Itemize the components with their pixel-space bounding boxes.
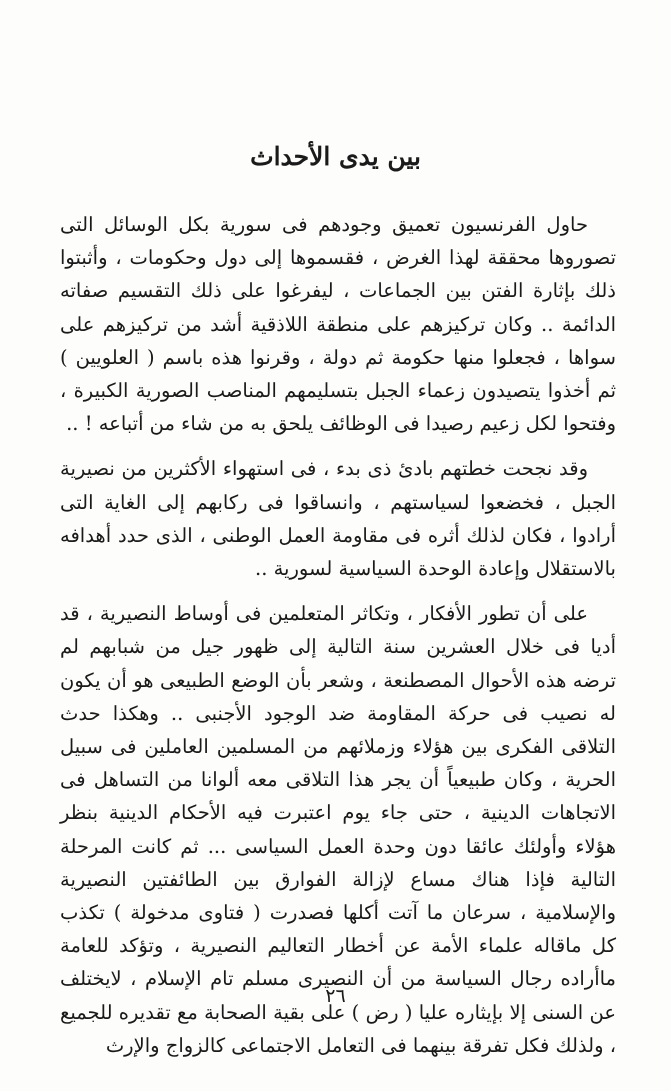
body-text — [60, 208, 616, 1062]
paragraph: حاول الفرنسيون تعميق وجودهم فى سورية بكل الوسائل التى تصوروها محققة لهذا الغرض ، فقسموها إلى دول وحكومات ، وأثبتوا ذلك بإثارة الفتن بين الجماعات ، ليفرغوا على ذلك التقسيم صفاته الدائمة .. وكان تركيزهم على منطقة اللاذقية أشد من تركيزهم على سواها ، فجعلوا منها حكومة ثم دولة ، وقرنوا هذه باسم ( العلويين ) ثم أخذوا يتصيدون زعماء الجبل بتسليمهم المناصب الصورية الكبيرة ، وفتحوا لكل زعيم رصيدا فى الوظائف يلحق به من شاء من أتباعه ! .. — [60, 213, 616, 436]
paragraph: على أن تطور الأفكار ، وتكاثر المتعلمين فى أوساط النصيرية ، قد أديا فى خلال العشرين سنة التالية إلى ظهور جيل من شبابهم لم ترضه هذه الأحوال المصطنعة ، وشعر بأن الوضع الطبيعى هو أن يكون له نصيب فى حركة المقاومة ضد الوجود الأجنبى .. وهكذا حدث التلاقى الفكرى بين هؤلاء وزملائهم من المسلمين العاملين فى سبيل الحرية ، وكان طبيعياً أن يجر هذا التلاقى معه ألوانا من التساهل فى الاتجاهات الدينية ، حتى جاء يوم اعتبرت فيه الأحكام الدينية بنظر هؤلاء وأولئك عائقا دون وحدة العمل السياسى ... ثم كانت المرحلة التالية فإذا هناك مساع لإزالة الفوارق بين الطائفتين النصيرية والإسلامية ، سرعان ما آتت أكلها فصدرت ( فتاوى مدخولة ) تكذب كل ماقاله علماء الأمة عن أخطار التعاليم النصيرية ، وتؤكد للعامة ماأراده رجال السياسة من أن النصيرى مسلم تام الإسلام ، لايختلف عن السنى إلا بإيثاره عليا ( رض ) على بقية الصحابة مع تقديره للجميع ، ولذلك فكل تفرقة بينهما فى التعامل الاجتماعى كالزواج والإرث — [60, 602, 616, 1057]
chapter-title: بين يدى الأحداث — [250, 141, 421, 171]
paragraph: وقد نجحت خطتهم بادئ ذى بدء ، فى استهواء الأكثرين من نصيرية الجبل ، فخضعوا لسياستهم ، وانساقوا فى ركابهم إلى الغاية التى أرادوا ، فكان لذلك أثره فى مقاومة العمل الوطنى ، الذى حدد أهدافه بالاستقلال وإعادة الوحدة السياسية لسورية .. — [60, 457, 616, 581]
bleed-through-mark — [300, 62, 330, 68]
page-number: ٢٦ — [325, 985, 346, 1007]
